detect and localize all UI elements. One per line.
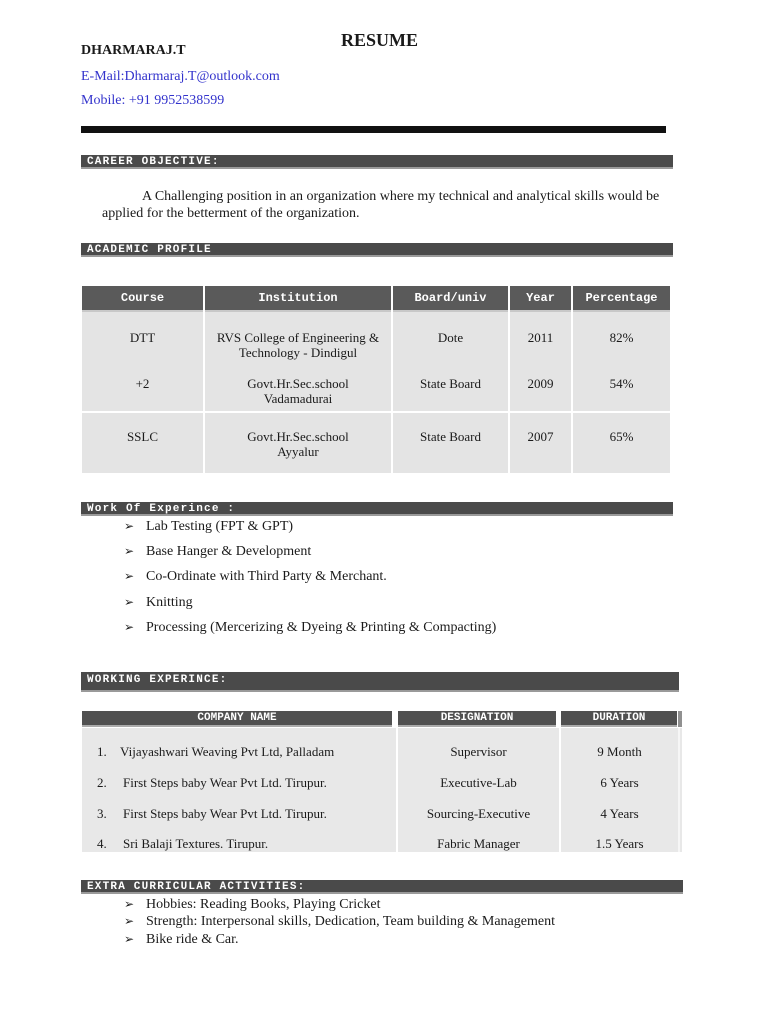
column-header-duration: DURATION (561, 711, 677, 727)
list-item (124, 896, 380, 913)
table-cell-course: SSLC (126, 429, 159, 444)
designation: Executive-Lab (440, 775, 517, 790)
section-work-of-experience: Work Of Experince : (81, 502, 673, 516)
row-number: 2. (97, 775, 107, 790)
row-number: 3. (97, 806, 107, 821)
arrow-bullet-icon: ➢ (124, 544, 135, 558)
column-header-course: Course (82, 286, 203, 312)
list-item (124, 595, 193, 611)
arrow-bullet-icon: ➢ (124, 595, 135, 609)
candidate-name: DHARMARAJ.T (81, 43, 186, 58)
arrow-bullet-icon: ➢ (124, 897, 135, 911)
institution-line: RVS College of Engineering & (216, 330, 380, 345)
institution-line: Technology - Dindigul (238, 345, 358, 360)
list-item-text: Co-Ordinate with Third Party & Merchant. (146, 569, 387, 584)
duration: 9 Month (597, 744, 642, 759)
list-item-text: Base Hanger & Development (146, 544, 312, 559)
arrow-bullet-icon: ➢ (124, 620, 135, 634)
column-header-year: Year (510, 286, 571, 312)
list-item-text: Knitting (146, 595, 193, 610)
designation: Sourcing-Executive (426, 806, 531, 821)
list-item-text: Lab Testing (FPT & GPT) (146, 519, 294, 534)
column-header-institution: Institution (205, 286, 391, 312)
email-line[interactable]: E-Mail:Dharmaraj.T@outlook.com (81, 69, 280, 84)
institution-line: Vadamadurai (263, 391, 333, 406)
row-divider (82, 411, 670, 413)
resume-title: RESUME (341, 30, 419, 50)
arrow-bullet-icon: ➢ (124, 932, 135, 946)
list-item (124, 931, 239, 948)
arrow-bullet-icon: ➢ (124, 519, 135, 533)
table-cell-course: DTT (129, 330, 156, 345)
designation: Supervisor (450, 744, 507, 759)
arrow-bullet-icon: ➢ (124, 914, 135, 928)
duration: 1.5 Years (595, 836, 644, 851)
career-text-line2: applied for the betterment of the organization. (102, 206, 360, 221)
company-name: Vijayashwari Weaving Pvt Ltd, Palladam (120, 744, 335, 759)
row-number: 4. (97, 836, 107, 851)
institution-line: Ayyalur (277, 444, 319, 459)
section-career-objective: CAREER OBJECTIVE: (81, 155, 673, 169)
table-cell-percentage: 82% (609, 330, 634, 345)
table-cell-course: +2 (135, 376, 150, 391)
career-objective-text (102, 188, 672, 222)
mobile-line: Mobile: +91 9952538599 (81, 93, 225, 108)
section-academic-profile: ACADEMIC PROFILE (81, 243, 673, 257)
table-cell-percentage: 54% (609, 376, 634, 391)
arrow-bullet-icon: ➢ (124, 569, 135, 583)
list-item (124, 913, 555, 930)
table-cell-institution (205, 330, 391, 360)
row-number: 1. (97, 744, 107, 759)
company-name: First Steps baby Wear Pvt Ltd. Tirupur. (123, 775, 327, 790)
table-cell-year: 2007 (527, 429, 554, 444)
header-divider (81, 126, 666, 133)
duration: 6 Years (600, 775, 639, 790)
list-item-text: Processing (Mercerizing & Dyeing & Printing & Compacting) (146, 620, 497, 635)
career-text-line1: A Challenging position in an organization where my technical and analytical skills would be (142, 189, 660, 204)
designation: Fabric Manager (437, 836, 520, 851)
list-item (124, 620, 496, 636)
section-extra-curricular: EXTRA CURRICULAR ACTIVITIES: (81, 880, 683, 894)
table-cell-institution (205, 429, 391, 459)
column-divider (678, 728, 680, 852)
table-cell-board: State Board (419, 429, 481, 444)
working-experience-table (82, 728, 682, 852)
list-item (124, 519, 293, 535)
institution-line: Govt.Hr.Sec.school (247, 376, 349, 391)
duration: 4 Years (600, 806, 639, 821)
column-header-designation: DESIGNATION (398, 711, 556, 727)
company-name: Sri Balaji Textures. Tirupur. (123, 836, 269, 851)
table-cell-year: 2011 (527, 330, 554, 345)
column-header-company: COMPANY NAME (82, 711, 392, 727)
list-item (124, 544, 311, 560)
list-item-text: Bike ride & Car. (146, 932, 239, 947)
column-header-board: Board/univ (393, 286, 508, 312)
company-name: First Steps baby Wear Pvt Ltd. Tirupur. (123, 806, 327, 821)
list-item (124, 569, 387, 585)
institution-line: Govt.Hr.Sec.school (247, 429, 349, 444)
academic-table (82, 286, 670, 473)
list-item-text: Strength: Interpersonal skills, Dedication, Team building & Management (146, 914, 555, 929)
section-working-experience: WORKING EXPERINCE: (81, 672, 679, 692)
column-header-percentage: Percentage (573, 286, 670, 312)
table-cell-board: State Board (419, 376, 481, 391)
list-item-text: Hobbies: Reading Books, Playing Cricket (146, 897, 381, 912)
table-cell-institution (205, 376, 391, 406)
table-cell-year: 2009 (527, 376, 554, 391)
table-cell-board: Dote (437, 330, 464, 345)
table-cell-percentage: 65% (609, 429, 634, 444)
header-edge (678, 711, 682, 727)
